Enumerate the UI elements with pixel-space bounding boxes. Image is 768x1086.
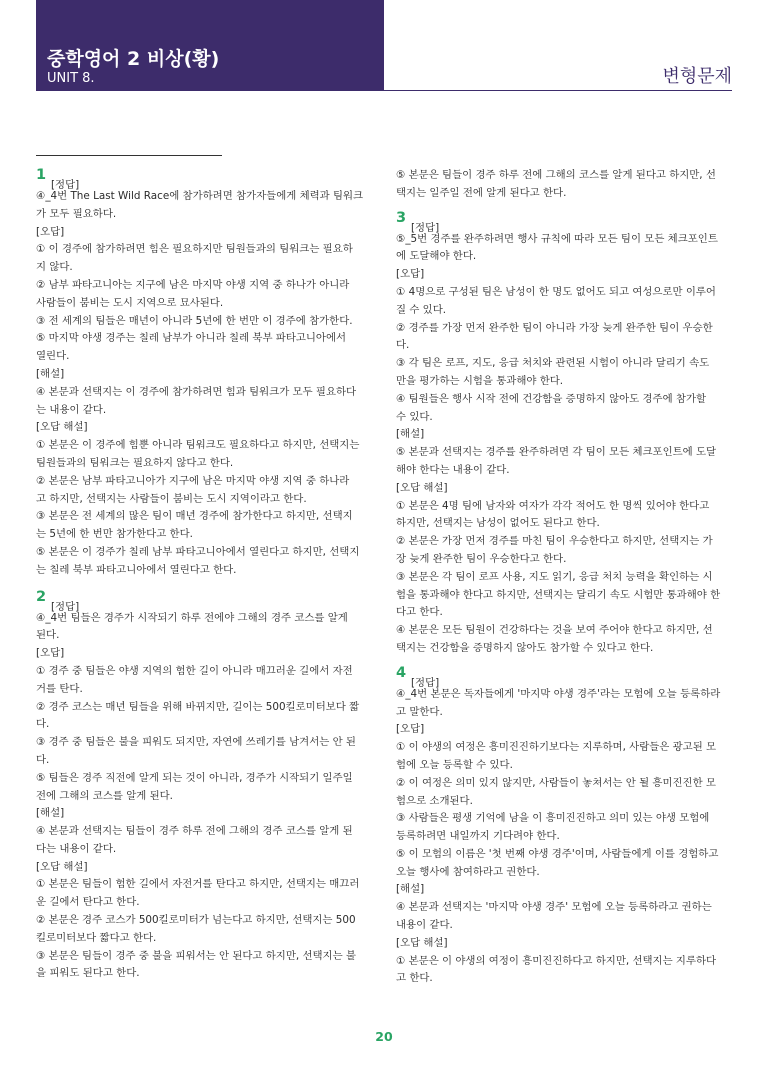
- text-line: ② 남부 파타고니아는 지구에 남은 마지막 야생 지역 중 하나가 아니라: [36, 278, 350, 291]
- text-line: [오답]: [36, 225, 65, 238]
- text-line: 오늘 행사에 참여하라고 권한다.: [396, 865, 540, 878]
- text-line: 지 않다.: [36, 261, 73, 274]
- text-line: ① 본문은 팀들이 험한 길에서 자전거를 탄다고 하지만, 선택지는 매끄러: [36, 878, 360, 891]
- text-line: ① 경주 중 팀들은 야생 지역의 험한 길이 아니라 매끄러운 길에서 자전: [36, 664, 353, 677]
- text-line: ④ 본문과 선택지는 팀들이 경주 하루 전에 그해의 경주 코스를 알게 된: [36, 825, 353, 838]
- text-line: 해야 한다는 내용이 같다.: [396, 463, 510, 476]
- text-line: 등록하려면 내일까지 기다려야 한다.: [396, 830, 560, 843]
- text-line: 는 5년에 한 번만 참가한다고 한다.: [36, 528, 193, 541]
- text-line: 장 늦게 완주한 팀이 우승한다고 한다.: [396, 552, 567, 565]
- text-line: 하지만, 선택지는 남성이 없어도 된다고 한다.: [396, 517, 600, 530]
- section-label: 변형문제: [662, 66, 732, 87]
- left-column: [36, 160, 372, 983]
- text-line: [오답 해설]: [396, 936, 448, 949]
- text-line: ④ 본문은 모든 팀원이 건강하다는 것을 보여 주어야 한다고 하지만, 선: [396, 624, 713, 637]
- text-line: 수 있다.: [396, 410, 433, 423]
- question-2-header: [36, 588, 372, 613]
- text-line: 다.: [396, 339, 410, 352]
- text-line: ③ 전 세계의 팀들은 매년이 아니라 5년에 한 번만 이 경주에 참가한다.: [36, 314, 353, 327]
- text-line: ④_4번 본문은 독자들에게 '마지막 야생 경주'라는 모험에 오늘 등록하라: [396, 687, 721, 700]
- text-line: 험을 통과해야 한다고 하지만, 선택지는 달리기 속도 시험만 통과해야 한: [396, 588, 721, 601]
- text-line: ⑤ 본문은 팀들이 경주 하루 전에 그해의 코스를 알게 된다고 하지만, 선: [396, 169, 716, 181]
- question-4-header: [396, 664, 732, 689]
- answer-tag: [정답]: [411, 221, 440, 234]
- text-line: 된다.: [36, 629, 60, 642]
- text-line: 내용이 같다.: [396, 919, 453, 932]
- text-line: 다.: [36, 718, 50, 731]
- question-1-header: [36, 166, 372, 191]
- text-line: ④ 팀원들은 행사 시작 전에 건강함을 증명하지 않아도 경주에 참가할: [396, 392, 707, 405]
- text-line: ③ 본문은 팀들이 경주 중 불을 피워서는 안 된다고 하지만, 선택지는 불: [36, 949, 356, 962]
- text-line: ⑤ 본문은 이 경주가 칠레 남부 파타고니아에서 열린다고 하지만, 선택지: [36, 545, 360, 558]
- text-line: 택지는 건강함을 증명하지 않아도 참가할 수 있다고 한다.: [396, 641, 654, 654]
- text-line: [해설]: [36, 807, 65, 820]
- unit-label: UNIT 8.: [47, 71, 95, 86]
- answer-tag: [정답]: [51, 179, 80, 191]
- text-line: ③ 경주 중 팀들은 불을 피워도 되지만, 자연에 쓰레기를 남겨서는 안 된: [36, 736, 356, 749]
- text-line: ⑤ 마지막 야생 경주는 칠레 남부가 아니라 칠레 북부 파타고니아에서: [36, 332, 347, 345]
- text-line: 다는 내용이 같다.: [36, 842, 117, 855]
- text-line: [오답]: [36, 647, 65, 660]
- text-line: 고 하지만, 선택지는 사람들이 붐비는 도시 지역이라고 한다.: [36, 492, 307, 505]
- answer-tag: [정답]: [51, 600, 80, 613]
- question-2-body: [36, 610, 372, 984]
- text-line: 거를 탄다.: [36, 682, 83, 695]
- question-number: 3: [396, 209, 407, 226]
- text-line: 는 칠레 북부 파타고니아에서 열린다고 한다.: [36, 563, 237, 576]
- question-3-header: [396, 209, 732, 234]
- text-line: ③ 각 팀은 로프, 지도, 응급 처치와 관련된 시험이 아니라 달리기 속도: [396, 357, 710, 370]
- answer-tag: [정답]: [411, 676, 440, 689]
- continued-text: [396, 167, 732, 203]
- header-rule: [384, 90, 732, 91]
- text-line: ⑤_5번 경주를 완주하려면 행사 규칙에 따라 모든 팀이 모든 체크포인트: [396, 232, 718, 245]
- text-line: ④ 본문과 선택지는 이 경주에 참가하려면 힘과 팀워크가 모두 필요하다: [36, 385, 357, 398]
- question-4-body: [396, 686, 732, 989]
- text-line: ① 본문은 4명 팀에 남자와 여자가 각각 적어도 한 명씩 있어야 한다고: [396, 499, 710, 512]
- question-number: 1: [36, 167, 47, 183]
- text-line: 만을 평가하는 시험을 통과해야 한다.: [396, 374, 564, 387]
- text-line: ① 이 야생의 여정은 흥미진진하기보다는 지루하며, 사람들은 광고된 모: [396, 741, 717, 754]
- text-line: 가 모두 필요하다.: [36, 207, 117, 220]
- right-column: [396, 167, 732, 988]
- text-line: ② 경주 코스는 매년 팀들을 위해 바뀌지만, 길이는 500킬로미터보다 짧: [36, 700, 360, 713]
- text-line: 고 말한다.: [396, 705, 443, 718]
- text-line: 을 피워도 된다고 한다.: [36, 967, 140, 980]
- text-line: ① 본문은 이 야생의 여정이 흥미진진하다고 하지만, 선택지는 지루하다: [396, 954, 717, 967]
- text-line: ① 이 경주에 참가하려면 힘은 필요하지만 팀원들과의 팀워크는 필요하: [36, 243, 353, 256]
- question-number: 4: [396, 664, 407, 681]
- text-line: [해설]: [396, 883, 425, 896]
- text-line: ④ 본문과 선택지는 '마지막 야생 경주' 모험에 오늘 등록하라고 권하는: [396, 901, 712, 914]
- text-line: [오답 해설]: [36, 421, 88, 434]
- text-line: ④_4번 The Last Wild Race에 참가하려면 참가자들에게 체력과 팀워크: [36, 190, 364, 202]
- text-line: [오답]: [396, 723, 425, 736]
- text-line: 열린다.: [36, 350, 70, 363]
- text-line: 고 한다.: [396, 972, 433, 985]
- text-line: ③ 본문은 각 팀이 로프 사용, 지도 읽기, 응급 처치 능력을 확인하는 시: [396, 570, 713, 583]
- text-line: 다고 한다.: [396, 606, 443, 619]
- text-line: ③ 본문은 전 세계의 많은 팀이 매년 경주에 참가한다고 하지만, 선택지: [36, 510, 353, 523]
- text-line: ② 본문은 남부 파타고니아가 지구에 남은 마지막 야생 지역 중 하나라: [36, 474, 350, 487]
- text-line: 팀원들과의 팀워크는 필요하지 않다고 한다.: [36, 456, 234, 469]
- text-line: ④_4번 팀들은 경주가 시작되기 하루 전에야 그해의 경주 코스를 알게: [36, 611, 348, 624]
- text-line: 는 내용이 같다.: [36, 403, 107, 416]
- text-line: ② 본문은 가장 먼저 경주를 마친 팀이 우승한다고 하지만, 선택지는 가: [396, 535, 713, 548]
- text-line: [오답]: [396, 268, 425, 281]
- book-title: 중학영어 2 비상(황): [47, 48, 220, 70]
- page-number: 20: [375, 1029, 393, 1044]
- text-line: [오답 해설]: [36, 860, 88, 873]
- text-line: 다.: [36, 753, 50, 766]
- text-line: ① 4명으로 구성된 팀은 남성이 한 명도 없어도 되고 여성으로만 이루어: [396, 285, 716, 298]
- text-line: 킬로미터보다 짧다고 한다.: [36, 931, 157, 944]
- text-line: [오답 해설]: [396, 481, 448, 494]
- text-line: ② 이 여정은 의미 있지 않지만, 사람들이 놓쳐서는 안 될 흥미진진한 모: [396, 776, 716, 789]
- top-divider: [36, 155, 222, 156]
- text-line: 험으로 소개된다.: [396, 794, 473, 807]
- text-line: 험에 오늘 등록할 수 있다.: [396, 758, 513, 771]
- text-line: ② 경주를 가장 먼저 완주한 팀이 아니라 가장 늦게 완주한 팀이 우승한: [396, 321, 713, 334]
- text-line: ⑤ 이 모험의 이름은 '첫 번째 야생 경주'이며, 사람들에게 이를 경험하고: [396, 847, 719, 860]
- text-line: ① 본문은 이 경주에 힘뿐 아니라 팀워크도 필요하다고 하지만, 선택지는: [36, 439, 360, 452]
- text-line: ③ 사람들은 평생 기억에 남을 이 흥미진진하고 의미 있는 야생 모험에: [396, 812, 710, 825]
- text-line: [해설]: [396, 428, 425, 441]
- text-line: 운 길에서 탄다고 한다.: [36, 896, 140, 909]
- text-line: [해설]: [36, 367, 65, 380]
- text-line: 사람들이 붐비는 도시 지역으로 묘사된다.: [36, 296, 224, 309]
- question-3-body: [396, 231, 732, 658]
- text-line: ② 본문은 경주 코스가 500킬로미터가 넘는다고 하지만, 선택지는 500: [36, 914, 356, 927]
- question-1-body: [36, 188, 372, 580]
- text-line: ⑤ 팀들은 경주 직전에 알게 되는 것이 아니라, 경주가 시작되기 일주일: [36, 771, 353, 784]
- text-line: ⑤ 본문과 선택지는 경주를 완주하려면 각 팀이 모든 체크포인트에 도달: [396, 446, 717, 459]
- text-line: 에 도달해야 한다.: [396, 250, 477, 263]
- text-line: 질 수 있다.: [396, 303, 447, 316]
- text-line: 전에 그해의 코스를 알게 된다.: [36, 789, 173, 802]
- question-number: 2: [36, 588, 47, 605]
- text-line: 택지는 일주일 전에 알게 된다고 한다.: [396, 186, 567, 199]
